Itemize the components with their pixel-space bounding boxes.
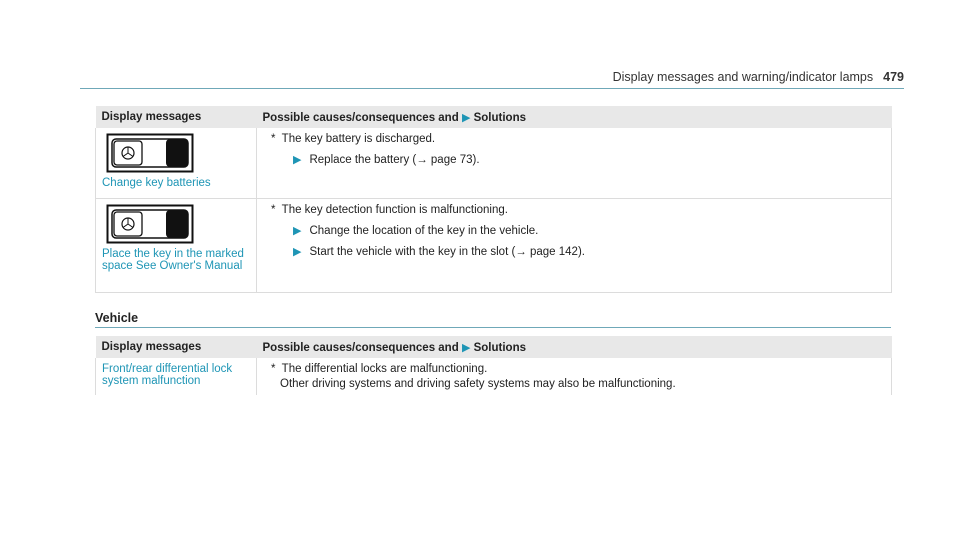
table-header-row — [96, 336, 892, 358]
col-header-solutions-text: Solutions — [473, 341, 526, 354]
solution-item — [293, 245, 885, 258]
solution-text: Change the location of the key in the vehicle. — [309, 224, 539, 237]
message-cell — [96, 358, 257, 395]
cause-text: The differential locks are malfunctioning. — [281, 363, 488, 375]
key-icon — [106, 204, 194, 244]
arrow-right-icon: ▶ — [461, 111, 471, 124]
arrow-right-icon: ▶ — [293, 224, 302, 237]
header-rule — [80, 88, 904, 89]
arrow-right-icon: ▶ — [293, 245, 302, 258]
table-row — [96, 198, 892, 292]
bullet-icon: * — [271, 363, 276, 375]
cause-item — [271, 363, 885, 375]
bullet-icon: * — [271, 203, 276, 216]
messages-table-key — [95, 106, 892, 293]
cause-solution-cell — [257, 198, 892, 292]
col-header-causes-text: Possible causes/consequences and — [262, 341, 459, 354]
col-header-display-messages: Display messages — [96, 336, 257, 358]
messages-table-vehicle — [95, 336, 892, 395]
message-text: Change key batteries — [102, 177, 211, 189]
message-cell — [96, 198, 257, 292]
cause-solution-cell — [257, 358, 892, 395]
cause-item — [271, 133, 885, 145]
bullet-icon: * — [271, 133, 276, 145]
section-rule — [95, 327, 891, 328]
table-header-row — [96, 106, 892, 128]
col-header-causes-solutions — [257, 336, 892, 358]
message-text: Place the key in the marked space See Owner's Manual — [102, 247, 244, 272]
page-number: 479 — [883, 70, 904, 84]
header-title: Display messages and warning/indicator lamps — [612, 70, 874, 84]
col-header-causes-text: Possible causes/consequences and — [262, 111, 459, 124]
note-text: Other driving systems and driving safety systems may also be malfunctioning. — [280, 378, 676, 390]
key-battery-icon — [106, 133, 194, 173]
cause-item — [271, 204, 885, 216]
message-text: Front/rear differential lock system malfunction — [102, 363, 233, 387]
col-header-causes-solutions — [257, 106, 892, 128]
cause-text: The key detection function is malfunctioning. — [281, 203, 508, 216]
arrow-right-icon: ▶ — [461, 341, 471, 354]
table-row — [96, 358, 892, 395]
section-title: Vehicle — [95, 311, 139, 325]
solution-item — [293, 224, 885, 237]
solution-text: Start the vehicle with the key in the slot (→ page 142). — [309, 245, 585, 258]
header-text — [613, 70, 904, 84]
arrow-right-icon: ▶ — [293, 154, 302, 166]
solution-item — [293, 153, 885, 166]
col-header-solutions-text: Solutions — [473, 111, 526, 124]
col-header-display-messages: Display messages — [96, 106, 257, 128]
table-row — [96, 128, 892, 198]
cause-text: The key battery is discharged. — [281, 133, 436, 145]
cause-solution-cell — [257, 128, 892, 198]
solution-text: Replace the battery (→ page 73). — [309, 154, 480, 166]
message-cell — [96, 128, 257, 198]
